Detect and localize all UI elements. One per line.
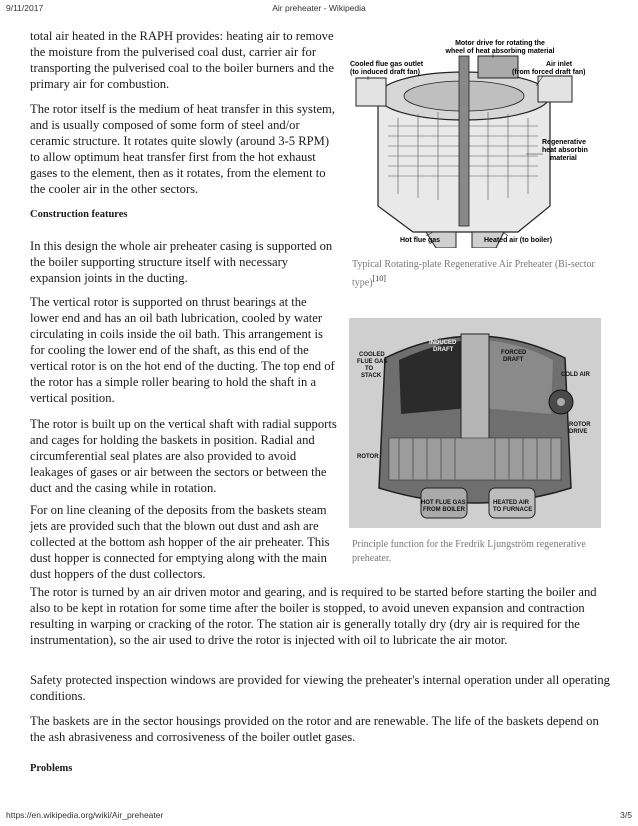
paragraph: In this design the whole air preheater casing is supported on the boiler supporting structure itself with necessary expansion joints in the ducting. xyxy=(30,239,333,285)
label-induced: INDUCED xyxy=(429,340,457,346)
label-motor: Motor drive for rotating the xyxy=(455,40,545,47)
page-url[interactable]: https://en.wikipedia.org/wiki/Air_preheater xyxy=(6,810,164,820)
label-motor-2: wheel of heat absorbing material xyxy=(445,48,555,55)
paragraph: The baskets are in the sector housings provided on the rotor and are renewable. The life of the baskets depend on the ash abrasiveness and corrosiveness of the boiler outlet gases. xyxy=(30,714,599,744)
page-number: 3/5 xyxy=(620,810,632,820)
label-regenerative-3: material xyxy=(550,155,577,162)
print-footer xyxy=(6,810,632,822)
paragraph: For on line cleaning of the deposits from the baskets steam jets are provided such that the blown out dust and ash are collected at the bottom ash hopper of the air preheater. This dust hopper is connected for emptying along with the main dust hoppers of the dust collectors. xyxy=(30,503,330,581)
label-rotor-drive: ROTOR xyxy=(569,422,591,428)
label-heated-air: HEATED AIR xyxy=(493,500,529,506)
figure-preheater-diagram xyxy=(338,36,588,248)
print-header xyxy=(6,3,632,15)
label-air-inlet-2: (from forced draft fan) xyxy=(512,69,586,76)
label-draft-2: DRAFT xyxy=(503,357,524,363)
label-stack: STACK xyxy=(361,373,382,379)
label-from-boiler: FROM BOILER xyxy=(423,507,465,513)
print-date: 9/11/2017 xyxy=(6,3,44,13)
paragraph: The rotor is turned by an air driven motor and gearing, and is required to be started before starting the boiler and also to be kept in rotation for some time after the boiler is stopped, to avoid uneven expansion and contraction resulting in warping or cracking of the rotor. The station air is generally totally dry (dry air is required for the instrumentation), so the air used to drive the rotor is injected with oil to lubricate the air motor. xyxy=(30,585,597,647)
label-air-inlet: Air inlet xyxy=(546,61,573,68)
label-heated-air: Heated air (to boiler) xyxy=(484,237,553,244)
print-title: Air preheater - Wikipedia xyxy=(272,3,366,13)
figure-ljungstrom-photo xyxy=(349,318,601,528)
paragraph: The vertical rotor is supported on thrust bearings at the lower end and has an oil bath lubrication, cooled by water circulating in coils inside the oil bath. This arrangement is for cooling the lower end of the shaft, as this end of the vertical rotor is on the hot end of the ducting. The top end of the rotor has a simple roller bearing to hold the shaft in a vertical position. xyxy=(30,295,335,405)
label-to-furnace: TO FURNACE xyxy=(493,507,533,513)
paragraph: Safety protected inspection windows are provided for viewing the preheater's internal operation under all operating conditions. xyxy=(30,673,610,703)
label-cooled-flue-2: (to induced draft fan) xyxy=(350,69,420,76)
section-heading-construction: Construction features xyxy=(30,209,128,220)
paragraph: The rotor is built up on the vertical shaft with radial supports and cages for holding the baskets in position. Radial and circumferential seal plates are also provided to avoid leakages of gases or air between the sectors or between the duct and the casing while in rotation. xyxy=(30,417,337,495)
label-regenerative-2: heat absorbing xyxy=(542,147,588,154)
label-forced: FORCED xyxy=(501,350,527,356)
label-draft-1: DRAFT xyxy=(433,347,454,353)
label-flue-gas: FLUE GAS xyxy=(357,359,388,365)
section-heading-problems: Problems xyxy=(30,763,73,774)
label-rotor-drive-2: DRIVE xyxy=(569,429,588,435)
label-to: TO xyxy=(365,366,374,372)
citation-ref[interactable]: [10] xyxy=(372,274,386,283)
label-rotor: ROTOR xyxy=(357,454,379,460)
figure-caption: Principle function for the Fredrik Ljungström regenerative preheater. xyxy=(352,539,586,564)
paragraph: The rotor itself is the medium of heat transfer in this system, and is usually composed of some form of steel and/or ceramic structure. It rotates quite slowly (around 3-5 RPM) to allow optimum heat transfer first from the hot exhaust gases to the element, then as it rotates, from the element to the cooler air in the other sectors. xyxy=(30,102,335,196)
paragraph: total air heated in the RAPH provides: heating air to remove the moisture from the pulverised coal dust, carrier air for transporting the pulverised coal to the boiler burners and the primary air for combustion. xyxy=(30,29,334,91)
label-cooled: COOLED xyxy=(359,352,385,358)
label-regenerative: Regenerative xyxy=(542,139,586,146)
figure-caption: Typical Rotating-plate Regenerative Air Preheater (Bi-sector type)[10] xyxy=(352,259,595,289)
label-hot-flue-gas: HOT FLUE GAS xyxy=(421,500,466,506)
label-cooled-flue: Cooled flue gas outlet xyxy=(350,61,424,68)
label-hot-flue: Hot flue gas xyxy=(400,237,441,244)
label-cold-air: COLD AIR xyxy=(561,372,590,378)
